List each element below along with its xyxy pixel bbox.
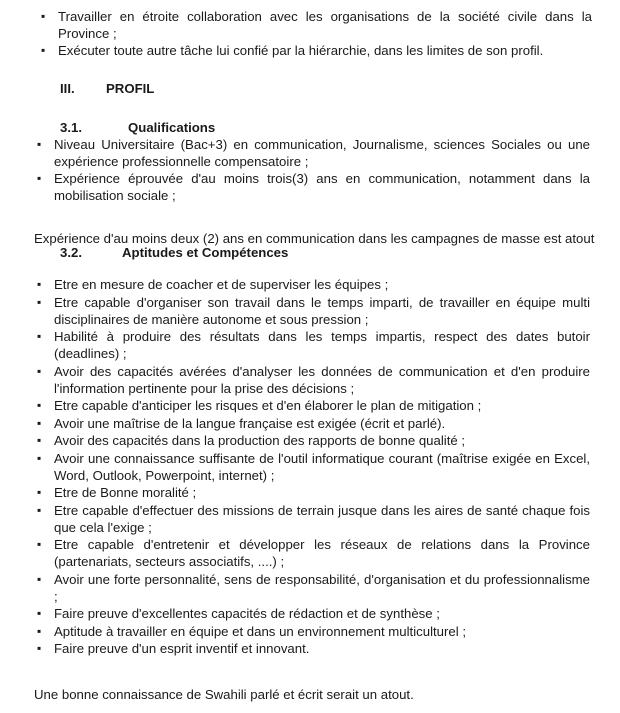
aptitudes-heading: [60, 244, 288, 261]
list-item: ▪ Avoir une connaissance suffisante de l'outil informatique courant (maîtrise exigée en Excel, Word, Outlook, Powerpoint, internet) ;: [34, 450, 590, 484]
list-item: ▪ Avoir une maîtrise de la langue française est exigée (écrit et parlé).: [34, 415, 590, 432]
list-item: ▪ Habilité à produire des résultats dans les temps impartis, respect des dates butoir (deadlines) ;: [34, 328, 590, 362]
list-item: ▪ Etre capable d'anticiper les risques et d'en élaborer le plan de mitigation ;: [34, 397, 590, 414]
list-item: ▪ Faire preuve d'excellentes capacités de rédaction et de synthèse ;: [34, 605, 590, 622]
list-item: ▪ Etre capable d'entretenir et développer les réseaux de relations dans la Province (partenariats, secteurs associatifs, ....) ;: [34, 536, 590, 570]
section-title: PROFIL: [106, 81, 155, 96]
closing-paragraph: Une bonne connaissance de Swahili parlé et écrit serait un atout.: [34, 687, 414, 702]
section-number: III.: [60, 81, 75, 96]
list-item: ▪ Exécuter toute autre tâche lui confié par la hiérarchie, dans les limites de son profil.: [38, 42, 592, 59]
section-heading: [60, 80, 154, 97]
list-item: ▪ Avoir des capacités avérées d'analyser les données de communication et d'en produire l'information pertinente pour la prise des décisions ;: [34, 363, 590, 397]
list-item: ▪ Etre de Bonne moralité ;: [34, 484, 590, 501]
list-item: ▪ Etre capable d'organiser son travail dans le temps imparti, de travailler en équipe multi disciplinaires de manière autonome et sous pression ;: [34, 294, 590, 328]
qualifications-heading: [60, 119, 215, 136]
subsection-number: 3.2.: [60, 245, 82, 260]
experience-paragraph: Expérience d'au moins deux (2) ans en communication dans les campagnes de masse est atout: [34, 231, 595, 246]
list-item: ▪ Niveau Universitaire (Bac+3) en communication, Journalisme, sciences Sociales ou une expérience professionnelle compensatoire ;: [34, 136, 590, 170]
aptitudes-list: [34, 276, 590, 658]
list-item: ▪ Avoir une forte personnalité, sens de responsabilité, d'organisation et du professionnalisme ;: [34, 571, 590, 605]
subsection-title: Qualifications: [128, 120, 216, 135]
list-item: ▪ Avoir des capacités dans la production des rapports de bonne qualité ;: [34, 432, 590, 449]
list-item: ▪ Etre en mesure de coacher et de superviser les équipes ;: [34, 276, 590, 293]
list-item: ▪ Faire preuve d'un esprit inventif et innovant.: [34, 640, 590, 657]
subsection-number: 3.1.: [60, 120, 82, 135]
subsection-title: Aptitudes et Compétences: [122, 245, 289, 260]
list-item: ▪ Aptitude à travailler en équipe et dans un environnement multiculturel ;: [34, 623, 590, 640]
qualifications-list: [34, 136, 590, 204]
list-item: ▪ Etre capable d'effectuer des missions de terrain jusque dans les aires de santé chaque fois que cela l'exige ;: [34, 502, 590, 536]
top-bullet-list: [38, 8, 592, 59]
list-item: ▪ Travailler en étroite collaboration avec les organisations de la société civile dans la Province ;: [38, 8, 592, 42]
list-item: ▪ Expérience éprouvée d'au moins trois(3) ans en communication, notamment dans la mobilisation sociale ;: [34, 170, 590, 204]
